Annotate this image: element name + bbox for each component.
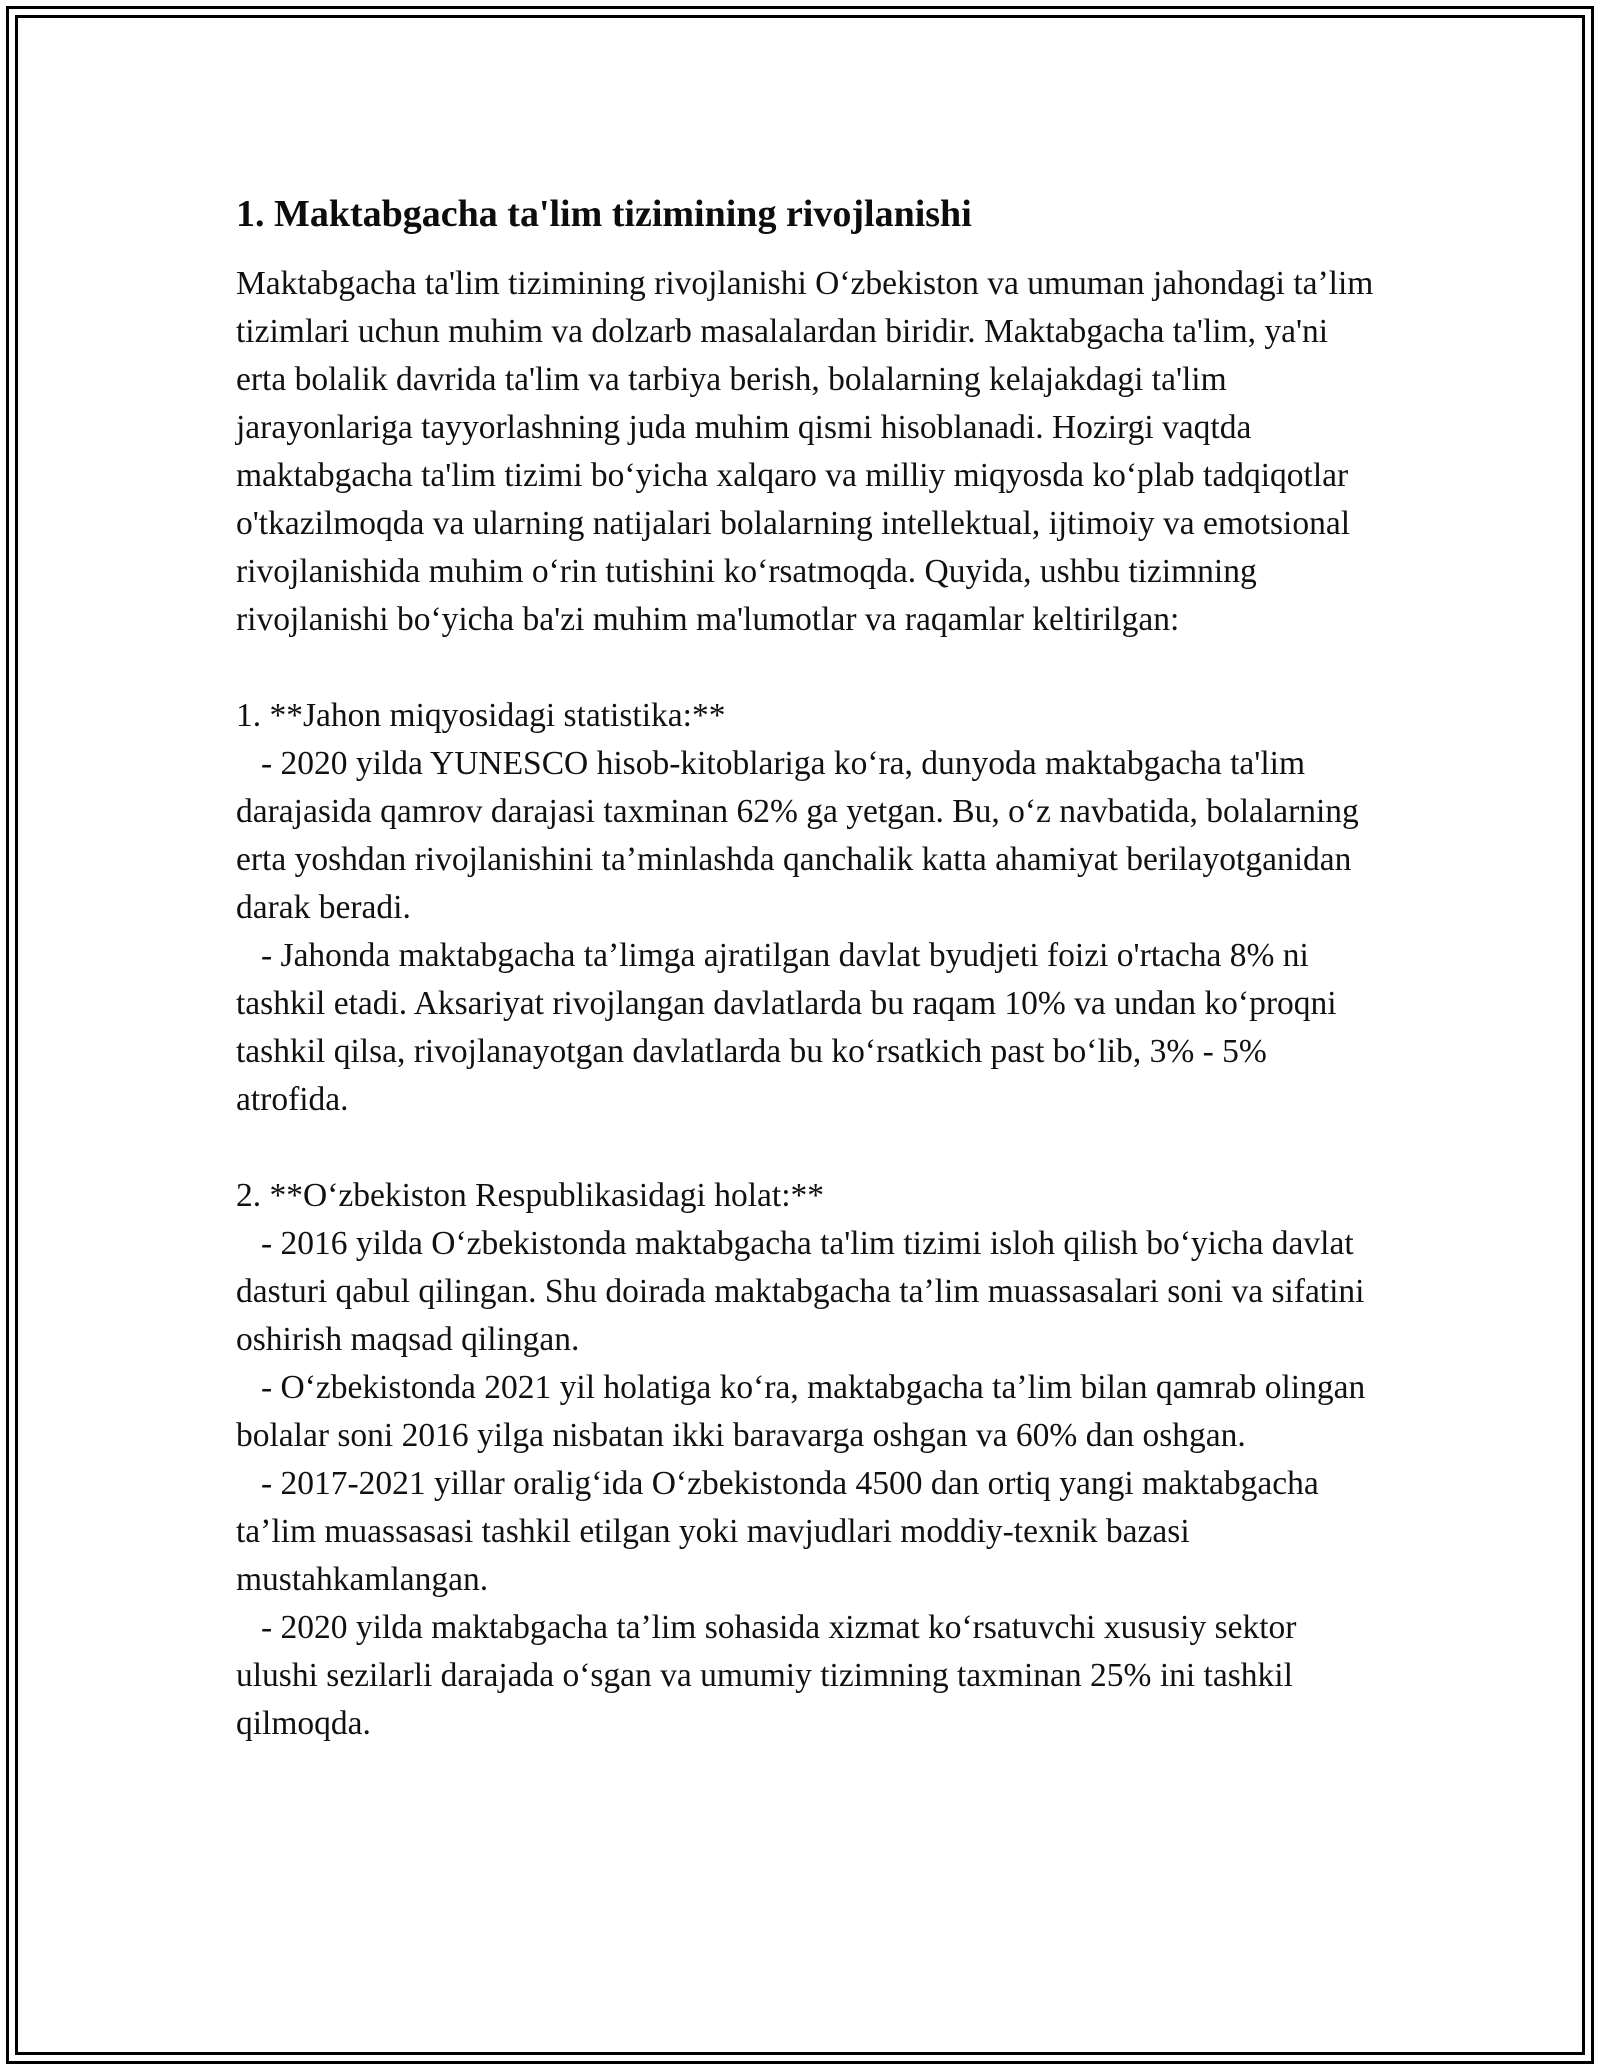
section-world-statistics bbox=[236, 692, 1386, 1124]
list-item: - 2020 yilda maktabgacha taʼlim sohasida xizmat koʻrsatuvchi xususiy sektor ulushi sezilarli darajada oʻsgan va umumiy tizimning taxminan 25% ini tashkil qilmoqda. bbox=[236, 1609, 1297, 1742]
section-heading: 1. **Jahon miqyosidagi statistika:** bbox=[236, 697, 726, 734]
document-title: 1. Maktabgacha ta'lim tizimining rivojlanishi bbox=[236, 193, 972, 235]
section-uzbekistan-status bbox=[236, 1172, 1386, 1748]
list-item: - 2017-2021 yillar oraligʻida Oʻzbekistonda 4500 dan ortiq yangi maktabgacha taʼlim muassasasi tashkil etilgan yoki mavjudlari moddiy-texnik bazasi mustahkamlangan. bbox=[236, 1465, 1319, 1598]
list-item: - Jahonda maktabgacha taʼlimga ajratilgan davlat byudjeti foizi o'rtacha 8% ni tashkil etadi. Aksariyat rivojlangan davlatlarda bu raqam 10% va undan koʻproqni tashkil qilsa, rivojlanayotgan davlatlarda bu koʻrsatkich past boʻlib, 3% - 5% atrofida. bbox=[236, 937, 1337, 1118]
intro-paragraph: Maktabgacha ta'lim tizimining rivojlanishi Oʻzbekiston va umuman jahondagi taʼlim tizimlari uchun muhim va dolzarb masalalardan biridir. Maktabgacha ta'lim, ya'ni erta bolalik davrida ta'lim va tarbiya berish, bolalarning kelajakdagi ta'lim jarayonlariga tayyorlashning juda muhim qismi hisoblanadi. Hozirgi vaqtda maktabgacha ta'lim tizimi boʻyicha xalqaro va milliy miqyosda koʻplab tadqiqotlar o'tkazilmoqda va ularning natijalari bolalarning intellektual, ijtimoiy va emotsional rivojlanishida muhim oʻrin tutishini koʻrsatmoqda. Quyida, ushbu tizimning rivojlanishi boʻyicha ba'zi muhim ma'lumotlar va raqamlar keltirilgan: bbox=[236, 265, 1374, 638]
document-body bbox=[236, 190, 1386, 1748]
list-item: - 2016 yilda Oʻzbekistonda maktabgacha ta'lim tizimi isloh qilish boʻyicha davlat dasturi qabul qilingan. Shu doirada maktabgacha taʼlim muassasalari soni va sifatini oshirish maqsad qilingan. bbox=[236, 1225, 1365, 1358]
list-item: - Oʻzbekistonda 2021 yil holatiga koʻra, maktabgacha taʼlim bilan qamrab olingan bolalar soni 2016 yilga nisbatan ikki baravarga oshgan va 60% dan oshgan. bbox=[236, 1369, 1366, 1454]
list-item: - 2020 yilda YUNESCO hisob-kitoblariga koʻra, dunyoda maktabgacha ta'lim darajasida qamrov darajasi taxminan 62% ga yetgan. Bu, oʻz navbatida, bolalarning erta yoshdan rivojlanishini taʼminlashda qanchalik katta ahamiyat berilayotganidan darak beradi. bbox=[236, 745, 1359, 926]
section-heading: 2. **Oʻzbekiston Respublikasidagi holat:** bbox=[236, 1177, 825, 1214]
